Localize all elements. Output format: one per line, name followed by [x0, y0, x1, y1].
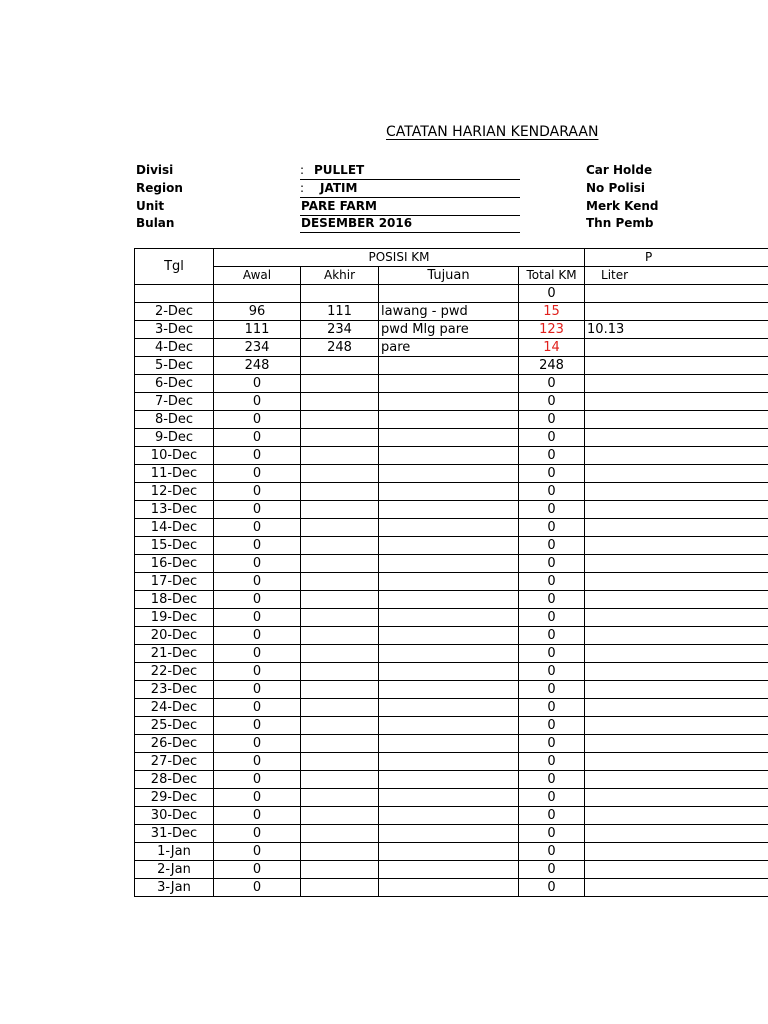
info-value-bulan: DESEMBER 2016 [301, 216, 413, 230]
cell-awal: 0 [214, 771, 301, 789]
cell-total-km: 0 [519, 843, 585, 861]
table-row [135, 681, 768, 699]
cell-awal [214, 285, 301, 303]
cell-liter [585, 501, 768, 519]
info-right-label: Car Holde [586, 163, 653, 177]
table-row [135, 627, 768, 645]
cell-akhir [301, 807, 379, 825]
cell-total-km: 0 [519, 483, 585, 501]
cell-akhir [301, 771, 379, 789]
cell-tujuan: pare [379, 339, 519, 357]
cell-awal: 111 [214, 321, 301, 339]
cell-tgl: 21-Dec [135, 645, 214, 663]
cell-liter [585, 879, 768, 897]
cell-tujuan [379, 753, 519, 771]
cell-liter [585, 303, 768, 321]
cell-total-km: 0 [519, 663, 585, 681]
cell-tgl: 31-Dec [135, 825, 214, 843]
cell-akhir [301, 645, 379, 663]
header-liter: Liter [585, 267, 768, 285]
cell-awal: 0 [214, 879, 301, 897]
cell-akhir [301, 627, 379, 645]
table-row [135, 303, 768, 321]
cell-akhir [301, 735, 379, 753]
cell-tgl: 16-Dec [135, 555, 214, 573]
cell-awal: 234 [214, 339, 301, 357]
cell-tgl: 28-Dec [135, 771, 214, 789]
table-row [135, 429, 768, 447]
cell-tgl: 4-Dec [135, 339, 214, 357]
cell-total-km: 248 [519, 357, 585, 375]
cell-liter [585, 861, 768, 879]
table-row [135, 357, 768, 375]
cell-akhir [301, 591, 379, 609]
cell-tujuan [379, 465, 519, 483]
cell-tgl: 22-Dec [135, 663, 214, 681]
header-awal: Awal [214, 267, 301, 285]
cell-akhir: 111 [301, 303, 379, 321]
table-row [135, 393, 768, 411]
table-row [135, 321, 768, 339]
cell-awal: 0 [214, 807, 301, 825]
cell-tujuan [379, 501, 519, 519]
cell-tgl: 9-Dec [135, 429, 214, 447]
cell-tujuan [379, 825, 519, 843]
cell-total-km: 0 [519, 861, 585, 879]
cell-akhir [301, 879, 379, 897]
cell-tgl: 12-Dec [135, 483, 214, 501]
info-row-unit [0, 199, 768, 217]
table-row [135, 483, 768, 501]
vehicle-log-table [134, 248, 768, 897]
table-row [135, 789, 768, 807]
cell-tgl: 11-Dec [135, 465, 214, 483]
cell-akhir [301, 573, 379, 591]
cell-awal: 0 [214, 573, 301, 591]
cell-tgl: 26-Dec [135, 735, 214, 753]
cell-awal: 0 [214, 717, 301, 735]
table-row [135, 807, 768, 825]
cell-tujuan [379, 411, 519, 429]
cell-liter [585, 771, 768, 789]
cell-tujuan [379, 663, 519, 681]
cell-tgl: 17-Dec [135, 573, 214, 591]
cell-liter [585, 717, 768, 735]
cell-tujuan [379, 609, 519, 627]
cell-liter [585, 789, 768, 807]
table-row [135, 573, 768, 591]
cell-total-km: 15 [519, 303, 585, 321]
cell-tgl: 5-Dec [135, 357, 214, 375]
cell-total-km: 0 [519, 681, 585, 699]
cell-liter [585, 519, 768, 537]
header-total-km: Total KM [519, 267, 585, 285]
table-row [135, 645, 768, 663]
cell-tujuan [379, 735, 519, 753]
cell-total-km: 0 [519, 609, 585, 627]
cell-awal: 0 [214, 861, 301, 879]
cell-tujuan: lawang - pwd [379, 303, 519, 321]
cell-liter [585, 555, 768, 573]
cell-tgl: 29-Dec [135, 789, 214, 807]
cell-liter [585, 375, 768, 393]
header-posisi-km: POSISI KM [214, 249, 585, 267]
cell-akhir [301, 555, 379, 573]
table-row [135, 699, 768, 717]
table-row [135, 339, 768, 357]
cell-tujuan [379, 375, 519, 393]
info-underline [300, 179, 520, 180]
cell-tujuan [379, 429, 519, 447]
cell-liter: 10.13 [585, 321, 768, 339]
cell-liter [585, 447, 768, 465]
cell-awal: 0 [214, 465, 301, 483]
cell-total-km: 0 [519, 519, 585, 537]
cell-total-km: 0 [519, 789, 585, 807]
table-row [135, 411, 768, 429]
info-right-label: Thn Pemb [586, 216, 654, 230]
cell-tgl: 7-Dec [135, 393, 214, 411]
table-row [135, 879, 768, 897]
cell-awal: 0 [214, 609, 301, 627]
cell-liter [585, 411, 768, 429]
header-tgl: Tgl [135, 249, 214, 285]
info-label: Divisi [136, 163, 174, 177]
cell-akhir [301, 519, 379, 537]
cell-akhir [301, 537, 379, 555]
cell-tgl: 20-Dec [135, 627, 214, 645]
cell-tujuan [379, 807, 519, 825]
cell-liter [585, 735, 768, 753]
cell-akhir [301, 411, 379, 429]
info-label: Unit [136, 199, 165, 213]
table-row [135, 501, 768, 519]
info-right-label: No Polisi [586, 181, 645, 195]
cell-awal: 248 [214, 357, 301, 375]
cell-tujuan [379, 645, 519, 663]
cell-liter [585, 573, 768, 591]
cell-liter [585, 753, 768, 771]
cell-tujuan [379, 483, 519, 501]
document-title: CATATAN HARIAN KENDARAAN [386, 124, 599, 140]
cell-total-km: 0 [519, 771, 585, 789]
cell-tgl: 13-Dec [135, 501, 214, 519]
cell-akhir [301, 357, 379, 375]
cell-liter [585, 663, 768, 681]
cell-awal: 0 [214, 537, 301, 555]
cell-awal: 0 [214, 591, 301, 609]
cell-awal: 0 [214, 663, 301, 681]
cell-awal: 0 [214, 555, 301, 573]
info-right-label: Merk Kend [586, 199, 659, 213]
cell-akhir [301, 753, 379, 771]
cell-tujuan [379, 681, 519, 699]
cell-tujuan [379, 357, 519, 375]
cell-akhir: 248 [301, 339, 379, 357]
cell-tujuan [379, 393, 519, 411]
cell-tgl: 30-Dec [135, 807, 214, 825]
cell-tujuan [379, 519, 519, 537]
cell-total-km: 0 [519, 285, 585, 303]
cell-liter [585, 591, 768, 609]
cell-liter [585, 681, 768, 699]
table-row [135, 861, 768, 879]
cell-tgl: 3-Dec [135, 321, 214, 339]
cell-tujuan [379, 555, 519, 573]
cell-liter [585, 357, 768, 375]
cell-liter [585, 843, 768, 861]
table-row [135, 519, 768, 537]
cell-total-km: 0 [519, 537, 585, 555]
cell-tujuan [379, 717, 519, 735]
cell-liter [585, 393, 768, 411]
header-next-group: P [585, 249, 768, 267]
table-row [135, 717, 768, 735]
cell-total-km: 0 [519, 429, 585, 447]
cell-tgl: 19-Dec [135, 609, 214, 627]
cell-total-km: 0 [519, 411, 585, 429]
cell-awal: 0 [214, 843, 301, 861]
cell-tgl: 15-Dec [135, 537, 214, 555]
cell-tgl: 24-Dec [135, 699, 214, 717]
cell-total-km: 0 [519, 573, 585, 591]
cell-liter [585, 465, 768, 483]
cell-liter [585, 825, 768, 843]
info-colon: : [300, 181, 305, 195]
cell-akhir [301, 699, 379, 717]
cell-tgl: 2-Dec [135, 303, 214, 321]
cell-tujuan [379, 285, 519, 303]
cell-total-km: 0 [519, 807, 585, 825]
cell-liter [585, 609, 768, 627]
table-row [135, 555, 768, 573]
cell-total-km: 0 [519, 825, 585, 843]
cell-tgl: 10-Dec [135, 447, 214, 465]
cell-akhir [301, 663, 379, 681]
cell-awal: 0 [214, 501, 301, 519]
cell-total-km: 0 [519, 735, 585, 753]
cell-tgl: 3-Jan [135, 879, 214, 897]
cell-awal: 0 [214, 483, 301, 501]
cell-awal: 0 [214, 375, 301, 393]
table-row [135, 609, 768, 627]
cell-tgl: 23-Dec [135, 681, 214, 699]
table-row [135, 771, 768, 789]
info-underline [300, 197, 520, 198]
cell-liter [585, 699, 768, 717]
cell-total-km: 0 [519, 645, 585, 663]
cell-tujuan [379, 627, 519, 645]
cell-akhir [301, 717, 379, 735]
cell-tgl: 25-Dec [135, 717, 214, 735]
info-value-region: JATIM [320, 181, 358, 195]
cell-total-km: 0 [519, 375, 585, 393]
cell-tujuan [379, 771, 519, 789]
cell-tujuan [379, 699, 519, 717]
cell-awal: 0 [214, 735, 301, 753]
cell-tujuan [379, 789, 519, 807]
cell-liter [585, 537, 768, 555]
cell-liter [585, 429, 768, 447]
cell-akhir [301, 393, 379, 411]
cell-akhir [301, 429, 379, 447]
table-row [135, 591, 768, 609]
cell-tujuan [379, 879, 519, 897]
header-tujuan: Tujuan [379, 267, 519, 285]
cell-akhir [301, 681, 379, 699]
cell-awal: 0 [214, 393, 301, 411]
header-akhir: Akhir [301, 267, 379, 285]
info-label: Region [136, 181, 183, 195]
table-row [135, 375, 768, 393]
cell-akhir [301, 789, 379, 807]
cell-total-km: 14 [519, 339, 585, 357]
info-colon: : [300, 163, 305, 177]
cell-awal: 0 [214, 825, 301, 843]
log-table-body [135, 285, 768, 897]
cell-awal: 96 [214, 303, 301, 321]
cell-awal: 0 [214, 429, 301, 447]
cell-total-km: 0 [519, 393, 585, 411]
cell-akhir [301, 843, 379, 861]
cell-tgl: 8-Dec [135, 411, 214, 429]
cell-tgl [135, 285, 214, 303]
cell-liter [585, 483, 768, 501]
cell-tgl: 1-Jan [135, 843, 214, 861]
cell-awal: 0 [214, 753, 301, 771]
cell-tujuan [379, 843, 519, 861]
cell-tujuan: pwd Mlg pare [379, 321, 519, 339]
cell-akhir [301, 825, 379, 843]
cell-total-km: 0 [519, 465, 585, 483]
table-row [135, 753, 768, 771]
info-value-unit: PARE FARM [301, 199, 377, 213]
cell-liter [585, 807, 768, 825]
cell-awal: 0 [214, 627, 301, 645]
cell-akhir [301, 861, 379, 879]
cell-tgl: 27-Dec [135, 753, 214, 771]
cell-akhir [301, 285, 379, 303]
cell-total-km: 0 [519, 699, 585, 717]
cell-awal: 0 [214, 411, 301, 429]
info-label: Bulan [136, 216, 175, 230]
cell-liter [585, 285, 768, 303]
cell-akhir [301, 501, 379, 519]
cell-total-km: 0 [519, 501, 585, 519]
info-row-region [0, 181, 768, 199]
cell-tujuan [379, 537, 519, 555]
cell-total-km: 0 [519, 627, 585, 645]
cell-total-km: 0 [519, 447, 585, 465]
info-value-divisi: PULLET [314, 163, 365, 177]
cell-total-km: 0 [519, 591, 585, 609]
table-row [135, 735, 768, 753]
cell-total-km: 0 [519, 555, 585, 573]
cell-tujuan [379, 591, 519, 609]
cell-liter [585, 645, 768, 663]
table-row [135, 843, 768, 861]
cell-awal: 0 [214, 681, 301, 699]
cell-akhir: 234 [301, 321, 379, 339]
cell-akhir [301, 465, 379, 483]
info-row-divisi [0, 163, 768, 181]
cell-tgl: 18-Dec [135, 591, 214, 609]
cell-awal: 0 [214, 699, 301, 717]
table-row [135, 447, 768, 465]
cell-total-km: 0 [519, 753, 585, 771]
cell-total-km: 123 [519, 321, 585, 339]
cell-awal: 0 [214, 519, 301, 537]
cell-liter [585, 627, 768, 645]
cell-awal: 0 [214, 645, 301, 663]
log-table-viewport [134, 248, 768, 924]
cell-tgl: 14-Dec [135, 519, 214, 537]
cell-tgl: 6-Dec [135, 375, 214, 393]
cell-akhir [301, 483, 379, 501]
table-row [135, 825, 768, 843]
table-row [135, 285, 768, 303]
cell-tujuan [379, 573, 519, 591]
cell-liter [585, 339, 768, 357]
cell-awal: 0 [214, 789, 301, 807]
table-row [135, 465, 768, 483]
info-underline [300, 232, 520, 233]
cell-akhir [301, 609, 379, 627]
cell-akhir [301, 375, 379, 393]
cell-tujuan [379, 861, 519, 879]
table-row [135, 537, 768, 555]
cell-total-km: 0 [519, 717, 585, 735]
cell-awal: 0 [214, 447, 301, 465]
info-row-bulan [0, 216, 768, 234]
table-row [135, 663, 768, 681]
cell-total-km: 0 [519, 879, 585, 897]
cell-tujuan [379, 447, 519, 465]
cell-tgl: 2-Jan [135, 861, 214, 879]
cell-akhir [301, 447, 379, 465]
